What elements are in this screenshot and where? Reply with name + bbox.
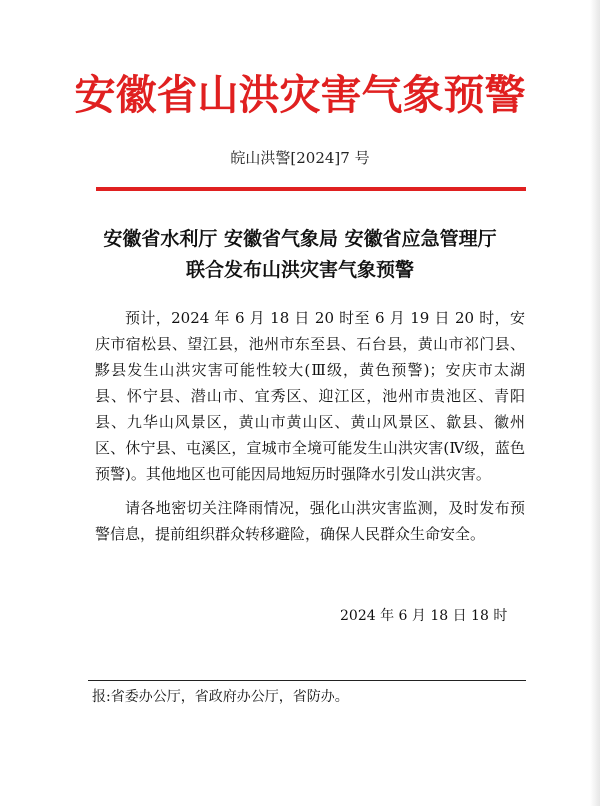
report-recipients: 报:省委办公厅，省政府办公厅，省防办。 — [92, 689, 349, 705]
issuing-agencies: 安徽省水利厅 安徽省气象局 安徽省应急管理厅 — [103, 228, 497, 250]
notice-headline: 联合发布山洪灾害气象预警 — [185, 259, 414, 281]
document-number: 皖山洪警[2024]7 号 — [230, 149, 370, 167]
footer-divider — [88, 680, 526, 681]
notice-body — [95, 305, 525, 547]
issue-date: 2024 年 6 月 18 日 18 时 — [340, 608, 508, 624]
instruction-paragraph: 请各地密切关注降雨情况，强化山洪灾害监测，及时发布预警信息，提前组织群众转移避险，确保人民群众生命安全。 — [95, 499, 525, 543]
red-divider — [96, 187, 526, 191]
masthead-title: 安徽省山洪灾害气象预警 — [74, 71, 526, 119]
forecast-paragraph: 预计，2024 年 6 月 18 日 20 时至 6 月 19 日 20 时，安庆市宿松县、望江县，池州市东至县、石台县，黄山市祁门县、黟县发生山洪灾害可能性较大(Ⅲ级，黄色预警)；安庆市太湖县、怀宁县、潜山市、宜秀区、迎江区，池州市贵池区、青阳县、九华山风景区，黄山市黄山区、黄山风景区、歙县、徽州区、休宁县、屯溪区，宣城市全境可能发生山洪灾害(Ⅳ级，蓝色预警)。其他地区也可能因局地短历时强降水引发山洪灾害。 — [95, 309, 525, 483]
